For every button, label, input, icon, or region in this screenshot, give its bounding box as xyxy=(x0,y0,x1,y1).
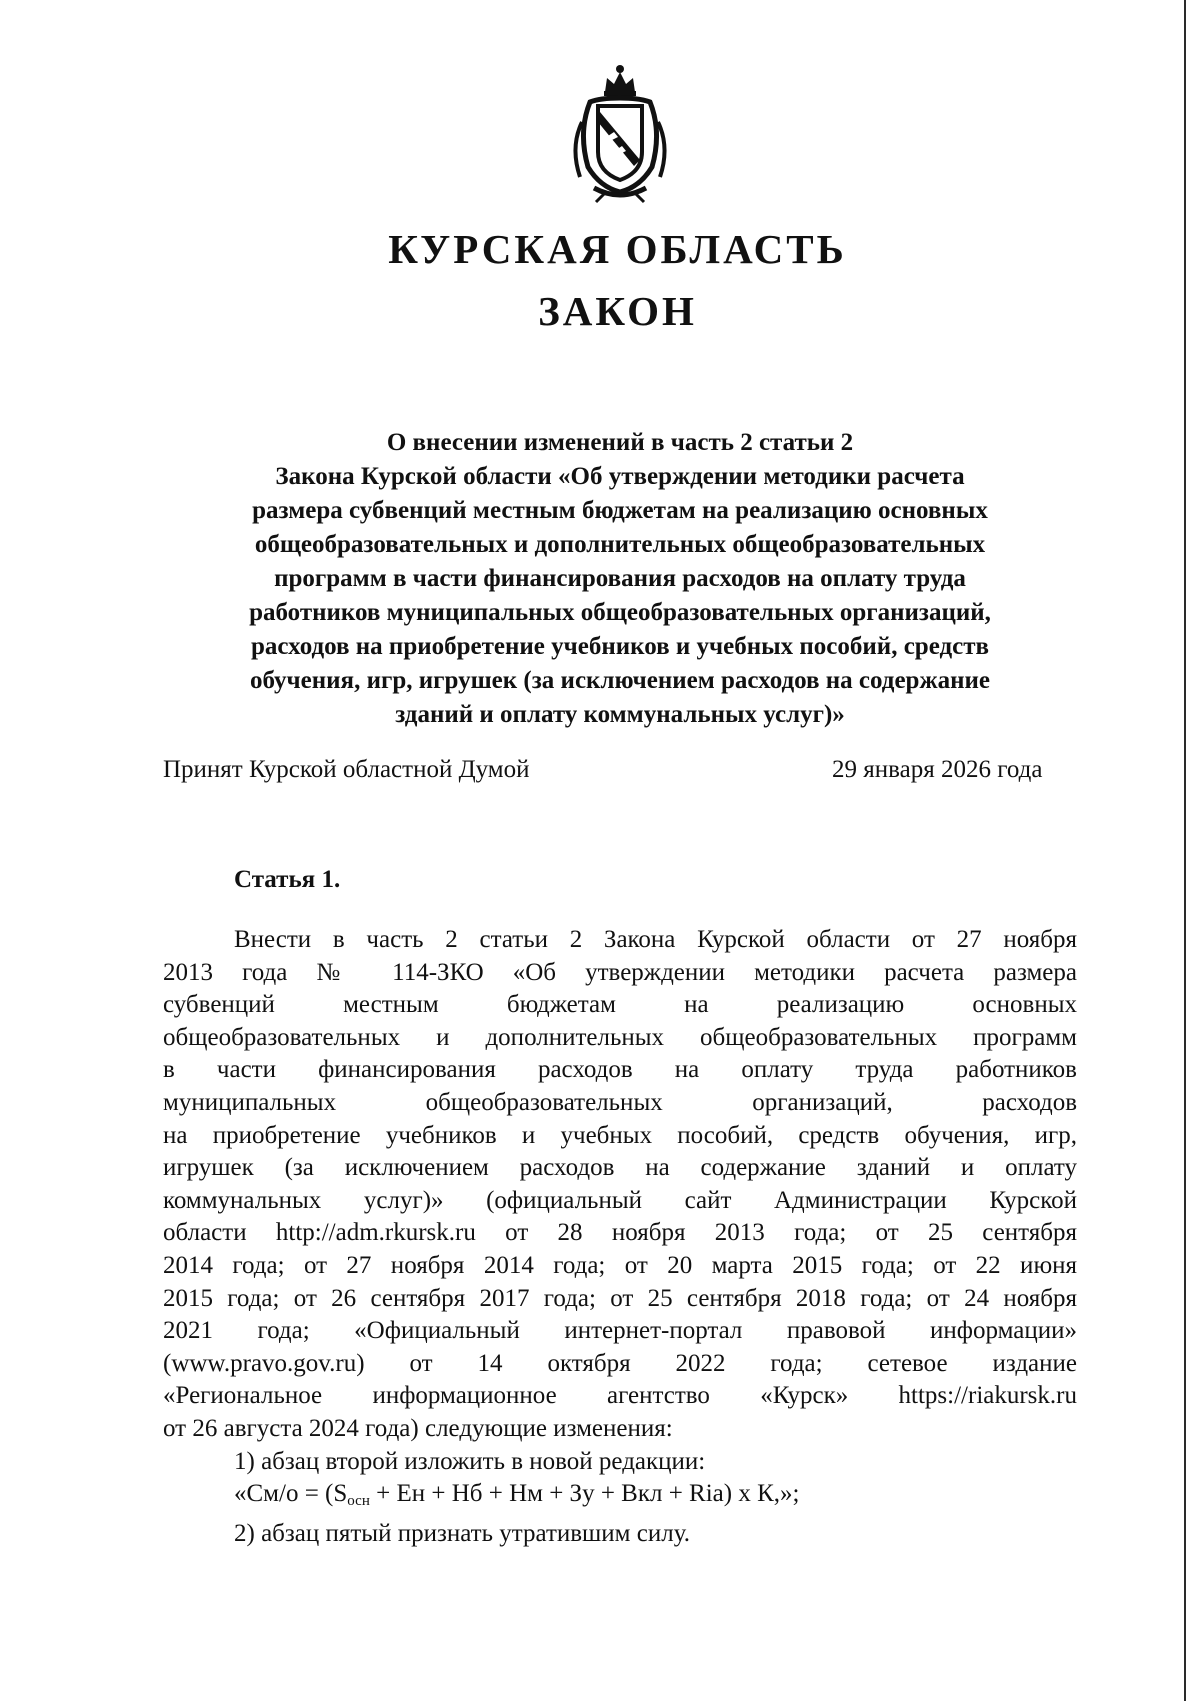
article-line: в части финансирования расходов на оплату труда работников xyxy=(163,1056,1077,1084)
coat-of-arms-emblem xyxy=(560,62,680,207)
article-line: «Региональное информационное агентство «Курск» https://riakursk.ru xyxy=(163,1382,1077,1410)
article-line: 2021 года; «Официальный интернет-портал правовой информации» xyxy=(163,1317,1077,1345)
article-heading: Статья 1. xyxy=(234,866,341,893)
adopted-by: Принят Курской областной Думой xyxy=(163,756,530,783)
article-line: муниципальных общеобразовательных организаций, расходов xyxy=(163,1088,1077,1116)
article-line: области http://adm.rkursk.ru от 28 ноября 2013 года; от 25 сентября xyxy=(163,1219,1077,1247)
region-title: КУРСКАЯ ОБЛАСТЬ xyxy=(388,226,847,272)
law-title-line: расходов на приобретение учебников и учебных пособий, средств xyxy=(250,633,989,660)
article-body xyxy=(163,924,1077,1550)
formula-subscript: осн xyxy=(347,1493,370,1510)
article-line: игрушек (за исключением расходов на содержание зданий и оплату xyxy=(163,1154,1077,1182)
article-line: 2013 года № 114-ЗКО «Об утверждении методики расчета размера xyxy=(163,958,1077,986)
law-title-line: размера субвенций местным бюджетам на реализацию основных xyxy=(252,497,988,524)
formula-end: + Ен + Нб + Нм + Зу + Вкл + Ria) х К,»; xyxy=(369,1480,800,1508)
document-type: ЗАКОН xyxy=(538,288,697,334)
adoption-date: 29 января 2026 года xyxy=(832,756,1043,783)
amendment-item-2: 2) абзац пятый признать утратившим силу. xyxy=(234,1519,690,1547)
article-line: общеобразовательных и дополнительных общеобразовательных программ xyxy=(163,1023,1077,1051)
article-line: коммунальных услуг)» (официальный сайт Администрации Курской xyxy=(163,1186,1077,1214)
law-title-line: О внесении изменений в часть 2 статьи 2 xyxy=(386,429,854,456)
article-line: (www.pravo.gov.ru) от 14 октября 2022 года; сетевое издание xyxy=(163,1349,1077,1377)
article-line: от 26 августа 2024 года) следующие изменения: xyxy=(163,1414,673,1442)
article-line: субвенций местным бюджетам на реализацию основных xyxy=(163,991,1077,1019)
article-line: на приобретение учебников и учебных пособий, средств обучения, игр, xyxy=(163,1121,1077,1149)
formula-start: «См/о = (S xyxy=(234,1480,348,1508)
amendment-item-1: 1) абзац второй изложить в новой редакции: xyxy=(234,1447,706,1475)
formula-line xyxy=(163,1478,1077,1518)
law-title xyxy=(180,426,1060,732)
law-title-line: общеобразовательных и дополнительных общеобразовательных xyxy=(254,531,986,558)
article-line: 2015 года; от 26 сентября 2017 года; от 25 сентября 2018 года; от 24 ноября xyxy=(163,1284,1077,1312)
law-title-line: программ в части финансирования расходов на оплату труда xyxy=(274,565,966,592)
article-line: Внести в часть 2 статьи 2 Закона Курской области от 27 ноября xyxy=(234,926,1077,953)
article-line: 2014 года; от 27 ноября 2014 года; от 20 марта 2015 года; от 22 июня xyxy=(163,1251,1077,1279)
law-title-line: Закона Курской области «Об утверждении методики расчета xyxy=(275,463,965,490)
law-title-line: работников муниципальных общеобразовательных организаций, xyxy=(249,599,991,626)
law-title-line: обучения, игр, игрушек (за исключением расходов на содержание xyxy=(250,667,990,694)
law-title-line: зданий и оплату коммунальных услуг)» xyxy=(395,701,845,728)
